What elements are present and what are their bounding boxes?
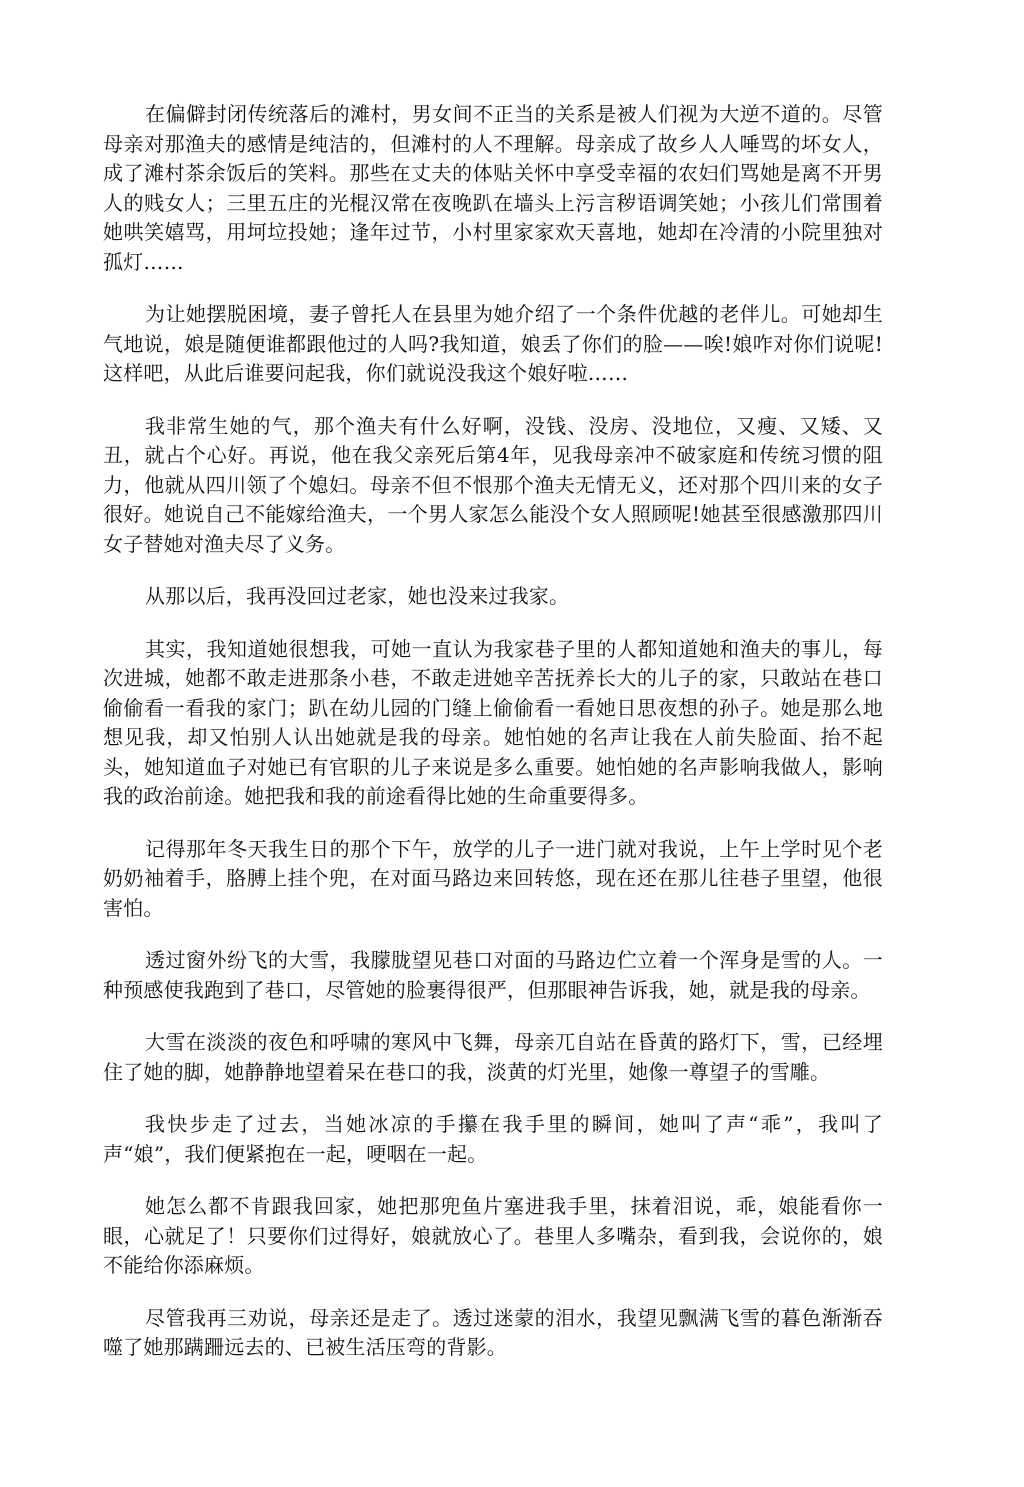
paragraph-9: 我快步走了过去，当她冰凉的手攥在我手里的瞬间，她叫了声“乖”，我叫了声“娘”，我们便紧抱在一起，哽咽在一起。 <box>103 1112 883 1166</box>
article-body <box>103 100 883 1386</box>
paragraph-11: 尽管我再三劝说，母亲还是走了。透过迷蒙的泪水，我望见飘满飞雪的暮色渐渐吞噬了她那蹒跚远去的、已被生活压弯的背影。 <box>103 1305 883 1359</box>
paragraph-5: 其实，我知道她很想我，可她一直认为我家巷子里的人都知道她和渔夫的事儿，每次进城，她都不敢走进那条小巷，不敢走进她辛苦抚养长大的儿子的家，只敢站在巷口偷偷看一看我的家门；趴在幼儿园的门缝上偷偷看一看她日思夜想的孙子。她是那么地想见我，却又怕别人认出她就是我的母亲。她怕她的名声让我在人前失脸面、抬不起头，她知道血子对她已有官职的儿子来说是多么重要。她怕她的名声影响我做人，影响我的政治前途。她把我和我的前途看得比她的生命重要得多。 <box>103 636 883 808</box>
paragraph-3: 我非常生她的气，那个渔夫有什么好啊，没钱、没房、没地位，又瘦、又矮、又丑，就占个心好。再说，他在我父亲死后第4年，见我母亲冲不破家庭和传统习惯的阻力，他就从四川领了个媳妇。母亲不但不恨那个渔夫无情无义，还对那个四川来的女子很好。她说自己不能嫁给渔夫，一个男人家怎么能没个女人照顾呢!她甚至很感激那四川女子替她对渔夫尽了义务。 <box>103 413 883 556</box>
paragraph-1: 在偏僻封闭传统落后的滩村，男女间不正当的关系是被人们视为大逆不道的。尽管母亲对那渔夫的感情是纯洁的，但滩村的人不理解。母亲成了故乡人人唾骂的坏女人，成了滩村茶余饭后的笑料。那些在丈夫的体贴关怀中享受幸福的农妇们骂她是离不开男人的贱女人；三里五庄的光棍汉常在夜晚趴在墙头上污言秽语调笑她；小孩儿们常围着她哄笑嬉骂，用坷垃投她；逢年过节，小村里家家欢天喜地，她却在冷清的小院里独对孤灯…… <box>103 102 883 274</box>
paragraph-4: 从那以后，我再没回过老家，她也没来过我家。 <box>145 584 570 608</box>
paragraph-2: 为让她摆脱困境，妻子曾托人在县里为她介绍了一个条件优越的老伴儿。可她却生气地说，娘是随便谁都跟他过的人吗?我知道，娘丢了你们的脸——唉!娘咋对你们说呢!这样吧，从此后谁要问起我，你们就说没我这个娘好啦…… <box>103 302 883 385</box>
paragraph-7: 透过窗外纷飞的大雪，我朦胧望见巷口对面的马路边伫立着一个浑身是雪的人。一种预感使我跑到了巷口，尽管她的脸裹得很严，但那眼神告诉我，她，就是我的母亲。 <box>103 948 883 1002</box>
paragraph-10: 她怎么都不肯跟我回家，她把那兜鱼片塞进我手里，抹着泪说，乖，娘能看你一眼，心就足了！只要你们过得好，娘就放心了。巷里人多嘴杂，看到我，会说你的，娘不能给你添麻烦。 <box>103 1194 883 1277</box>
paragraph-6: 记得那年冬天我生日的那个下午，放学的儿子一进门就对我说，上午上学时见个老奶奶袖着手，胳膊上挂个兜，在对面马路边来回转悠，现在还在那儿往巷子里望，他很害怕。 <box>103 836 883 920</box>
paragraph-8: 大雪在淡淡的夜色和呼啸的寒风中飞舞，母亲兀自站在昏黄的路灯下，雪，已经埋住了她的脚，她静静地望着呆在巷口的我，淡黄的灯光里，她像一尊望子的雪雕。 <box>103 1030 883 1084</box>
